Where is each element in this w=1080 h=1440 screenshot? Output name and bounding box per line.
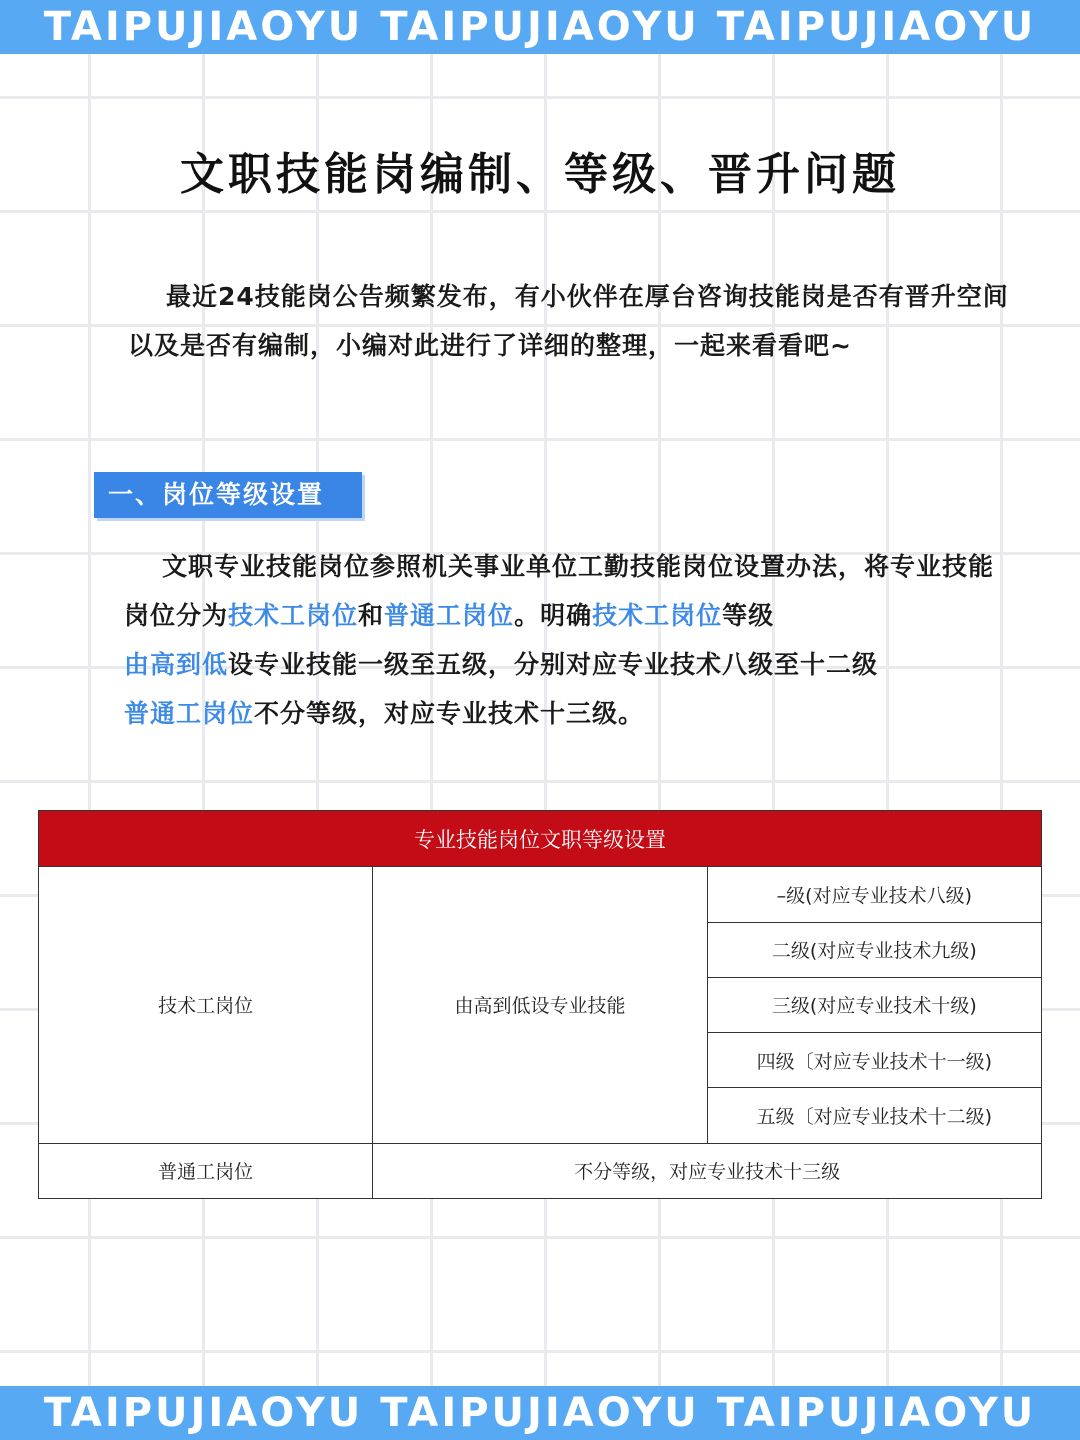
para-text: 。明确	[514, 601, 593, 630]
para-highlight: 普通工岗位	[384, 601, 515, 630]
para-text: 等级	[722, 601, 775, 630]
general-desc-cell: 不分等级，对应专业技术十三级	[373, 1143, 1042, 1198]
grade-table	[38, 810, 1042, 1199]
para-text: 文职专业技能岗位参照机关事业单位工勤技能岗位设置办法，将专业技能岗位分为	[124, 552, 995, 630]
intro-paragraph: 最近24技能岗公告频繁发布，有小伙伴在厚台咨询技能岗是否有晋升空间以及是否有编制，小编对此进行了详细的整理，一起来看看吧~	[128, 282, 1009, 360]
para-text: 和	[358, 601, 385, 630]
para-highlight: 普通工岗位	[124, 699, 255, 728]
general-post-cell: 普通工岗位	[39, 1143, 373, 1198]
para-highlight: 技术工岗位	[228, 601, 359, 630]
level-cell: 五级〔对应专业技术十二级)	[707, 1088, 1041, 1143]
level-cell: 三级(对应专业技术十级)	[707, 977, 1041, 1032]
para-highlight: 由高到低	[124, 650, 229, 679]
para-highlight: 技术工岗位	[592, 601, 723, 630]
level-cell: –级(对应专业技术八级)	[707, 867, 1041, 922]
table-header: 专业技能岗位文职等级设置	[39, 811, 1042, 867]
para-text: 设专业技能一级至五级，分别对应专业技术八级至十二级	[228, 650, 879, 679]
tech-desc-cell: 由高到低设专业技能	[373, 867, 707, 1143]
top-banner: TAIPUJIAOYU TAIPUJIAOYU TAIPUJIAOYU	[0, 0, 1080, 54]
level-cell: 二级(对应专业技术九级)	[707, 922, 1041, 977]
bottom-banner: TAIPUJIAOYU TAIPUJIAOYU TAIPUJIAOYU	[0, 1386, 1080, 1440]
page-title: 文职技能岗编制、等级、晋升问题	[180, 149, 900, 200]
tech-post-cell: 技术工岗位	[39, 867, 373, 1143]
section-heading: 一、岗位等级设置	[94, 472, 362, 518]
section-paragraph	[124, 542, 1004, 738]
level-cell: 四级〔对应专业技术十一级)	[707, 1033, 1041, 1088]
para-text: 不分等级，对应专业技术十三级。	[254, 699, 645, 728]
